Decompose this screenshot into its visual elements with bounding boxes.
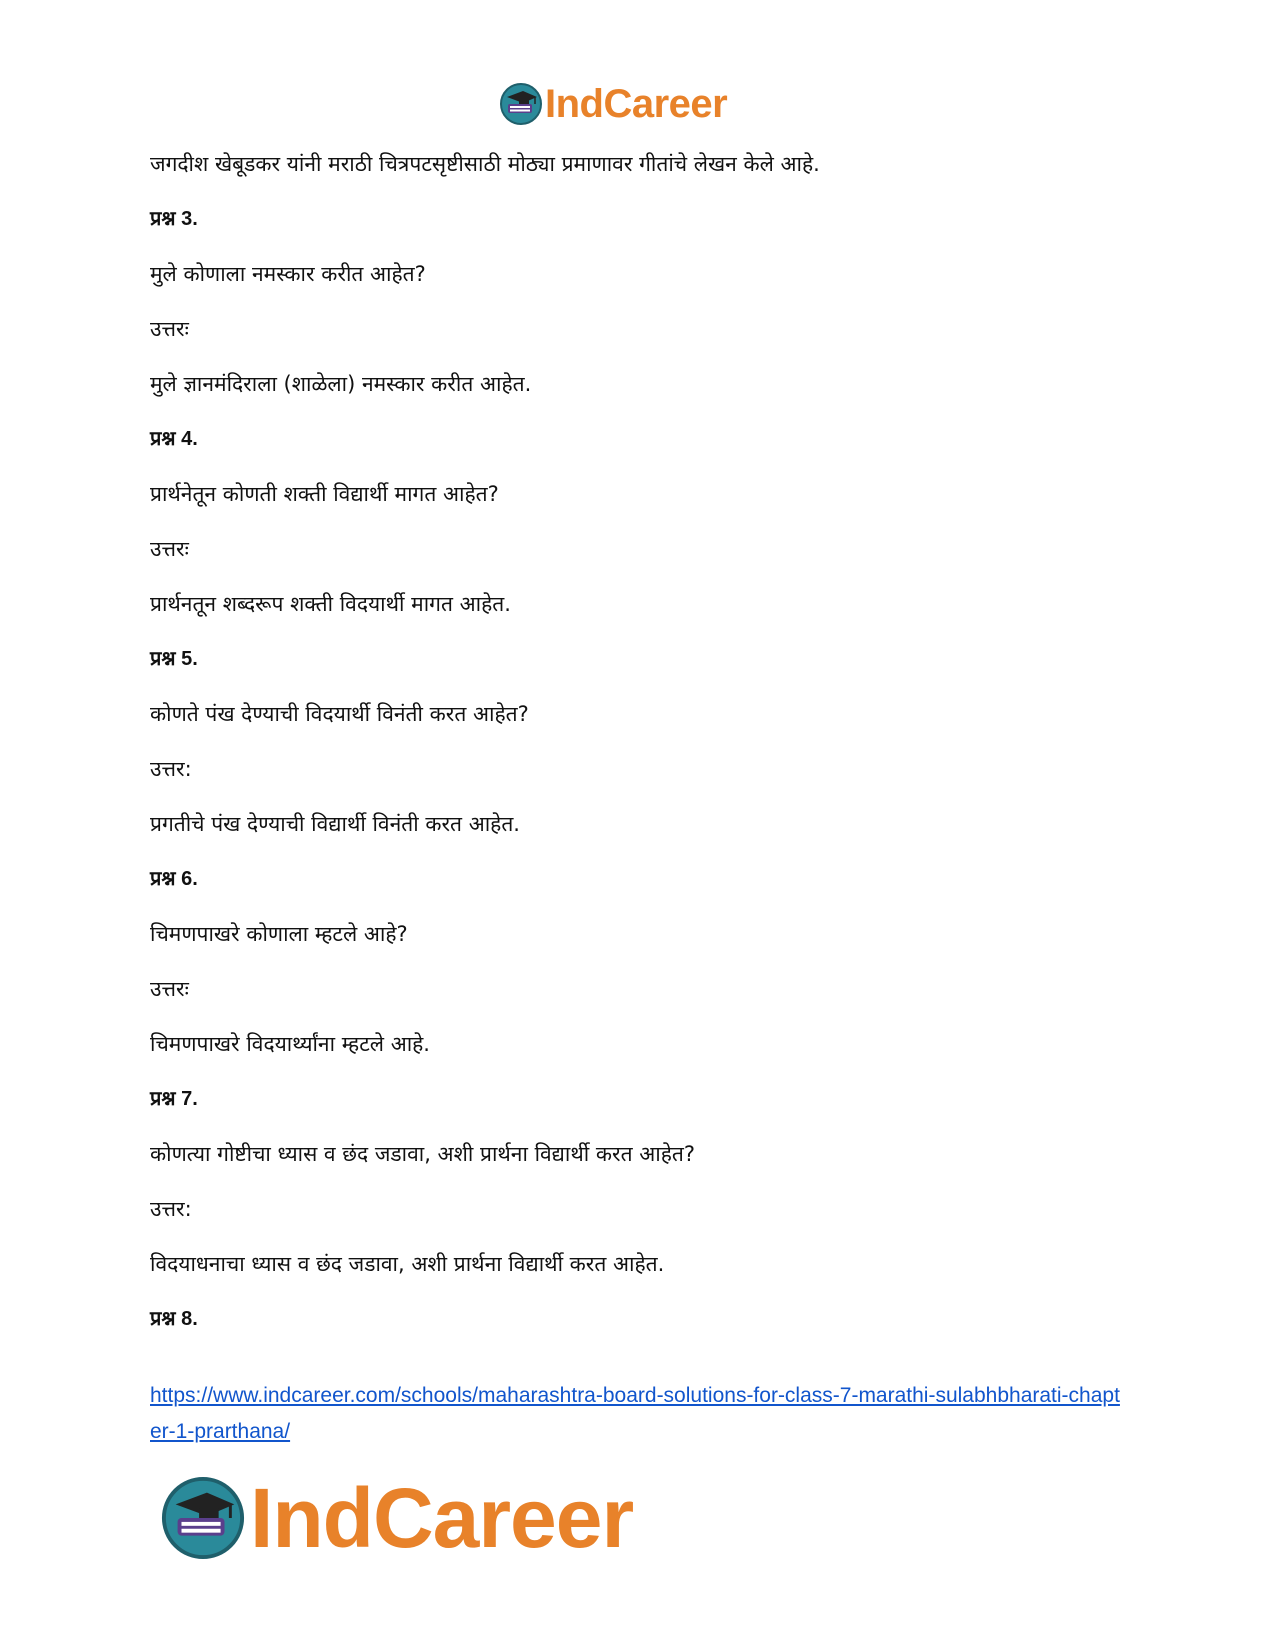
paragraph-line: चिमणपाखरे विदयार्थ्यांना म्हटले आहे.: [150, 1032, 430, 1056]
footer-logo: [160, 1470, 720, 1566]
question-number: प्रश्न 5.: [150, 648, 198, 670]
document-body: [150, 142, 1150, 1352]
graduation-cap-book-icon: [160, 1475, 246, 1561]
paragraph-line: उत्तरः: [150, 537, 189, 561]
paragraph-line: कोणते पंख देण्याची विदयार्थी विनंती करत आहेत?: [150, 702, 529, 726]
paragraph-line: चिमणपाखरे कोणाला म्हटले आहे?: [150, 922, 408, 946]
paragraph-line: उत्तरः: [150, 977, 189, 1001]
paragraph-line: कोणत्या गोष्टीचा ध्यास व छंद जडावा, अशी प्रार्थना विद्यार्थी करत आहेत?: [150, 1142, 695, 1166]
paragraph-line: उत्तर:: [150, 1197, 192, 1221]
source-link[interactable]: https://www.indcareer.com/schools/maharashtra-board-solutions-for-class-7-marathi-sulabhbharati-chapter-1-prarthana/: [150, 1384, 1120, 1443]
paragraph-line: विदयाधनाचा ध्यास व छंद जडावा, अशी प्रार्थना विद्यार्थी करत आहेत.: [150, 1252, 665, 1276]
question-number: प्रश्न 6.: [150, 868, 198, 890]
paragraph-line: प्रार्थनेतून कोणती शक्ती विद्यार्थी मागत आहेत?: [150, 482, 499, 506]
paragraph-line: मुले ज्ञानमंदिराला (शाळेला) नमस्कार करीत आहेत.: [150, 372, 532, 396]
question-number: प्रश्न 4.: [150, 428, 198, 450]
question-number: प्रश्न 3.: [150, 208, 198, 230]
paragraph-line: प्रार्थनतून शब्दरूप शक्ती विदयार्थी मागत आहेत.: [150, 592, 511, 616]
header-logo: [499, 80, 779, 128]
paragraph-line: जगदीश खेबूडकर यांनी मराठी चित्रपटसृष्टीसाठी मोठ्या प्रमाणावर गीतांचे लेखन केले आहे.: [150, 152, 820, 176]
paragraph-line: प्रगतीचे पंख देण्याची विद्यार्थी विनंती करत आहेत.: [150, 812, 520, 836]
question-number: प्रश्न 8.: [150, 1308, 198, 1330]
paragraph-line: उत्तरः: [150, 317, 189, 341]
logo-wordmark: IndCareer: [250, 1470, 634, 1565]
question-number: प्रश्न 7.: [150, 1088, 198, 1110]
paragraph-line: उत्तर:: [150, 757, 192, 781]
logo-wordmark: IndCareer: [545, 81, 728, 126]
graduation-cap-book-icon: [499, 82, 543, 126]
paragraph-line: मुले कोणाला नमस्कार करीत आहेत?: [150, 262, 426, 286]
